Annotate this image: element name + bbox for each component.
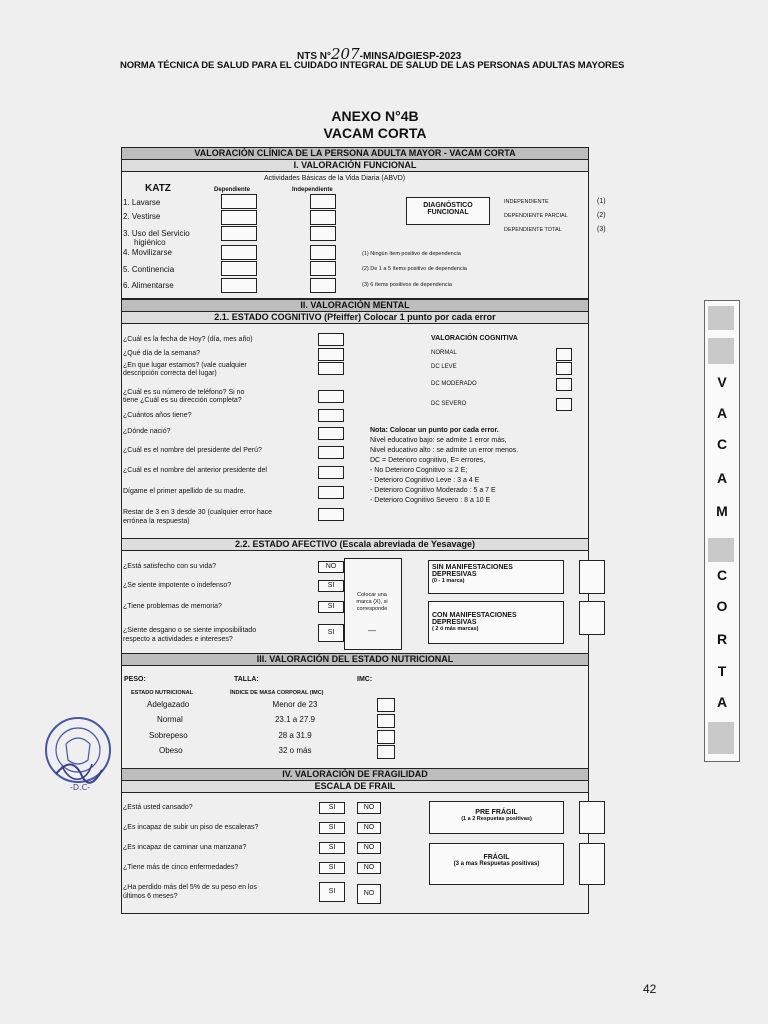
yesavage-a3-option[interactable]: SI	[318, 601, 344, 613]
valoracion-cognitiva-title: VALORACIÓN COGNITIVA	[431, 335, 518, 342]
frail-q1-no-option[interactable]: NO	[357, 802, 381, 814]
sidebar-letter-o: O	[716, 598, 728, 614]
pfeiffer-q3: ¿En que lugar estamos? (vale cualquier	[123, 362, 247, 369]
yesavage-q2: ¿Se siente impotente o indefenso?	[123, 582, 232, 589]
sidebar-letter-r: R	[716, 631, 728, 647]
sidebar-shade-mid	[708, 538, 734, 562]
yesavage-a2-option[interactable]: SI	[318, 580, 344, 592]
nota-line-2: Nivel educativo alto : se admite un error menos.	[370, 447, 519, 454]
band-mental: II. VALORACIÓN MENTAL	[121, 299, 589, 312]
colocar-line-2: marca (X), si	[356, 599, 388, 605]
page-number: 42	[643, 982, 657, 996]
nutri-estado-4: Obeso	[159, 746, 183, 755]
sidebar-letter-a3: A	[716, 694, 728, 710]
pfeiffer-a5-checkbox[interactable]	[318, 409, 344, 422]
talla-label: TALLA:	[234, 676, 259, 683]
fragil-box: FRÁGIL (3 a mas Respuetas positivas)	[429, 843, 564, 885]
leyenda-3: (3) 6 ítems positivos de dependencia	[362, 282, 452, 288]
nutri-estado-1: Adelgazado	[147, 700, 190, 709]
katz-dep-1-checkbox[interactable]	[221, 194, 257, 209]
pfeiffer-q10-2: errónea la respuesta)	[123, 518, 190, 525]
katz-item-servicio-2: higiénico	[134, 238, 166, 247]
yesavage-q4-2: respecto a actividades e intereses?	[123, 636, 233, 643]
nutri-imc-2: 23.1 a 27.9	[274, 715, 316, 724]
frail-q3-no-option[interactable]: NO	[357, 842, 381, 854]
leyenda-1: (1) Ningún ítem positivo de dependencia	[362, 251, 461, 257]
nota-line-3: DC = Deterioro cognitivo, E= errores,	[370, 457, 486, 464]
frail-q5-2: últimos 6 meses?	[123, 893, 178, 900]
katz-dep-5-checkbox[interactable]	[221, 261, 257, 276]
nota-title: Nota: Colocar un punto por cada error.	[370, 427, 499, 434]
pfeiffer-a9-checkbox[interactable]	[318, 486, 344, 499]
nota-line-4: - No Deterioro Cognitivo :≤ 2 E;	[370, 467, 468, 474]
cat-dependiente-total: DEPENDIENTE TOTAL	[504, 227, 562, 233]
katz-ind-5-checkbox[interactable]	[310, 261, 336, 276]
katz-dep-4-checkbox[interactable]	[221, 245, 257, 260]
pfeiffer-q7: ¿Cuál es el nombre del presidente del Perú?	[123, 447, 262, 454]
pfeiffer-a4-checkbox[interactable]	[318, 390, 344, 403]
frail-q4-no-option[interactable]: NO	[357, 862, 381, 874]
yesavage-q3: ¿Tiene problemas de memoria?	[123, 603, 222, 610]
frail-q4: ¿Tiene más de cinco enfermedades?	[123, 864, 239, 871]
band-afectivo: 2.2. ESTADO AFECTIVO (Escala abreviada de Yesavage)	[121, 538, 589, 551]
svg-text:-D.C-: -D.C-	[70, 783, 91, 792]
nutri-1-checkbox[interactable]	[377, 698, 395, 712]
katz-item-servicio: 3. Uso del Servicio	[123, 229, 190, 238]
nts-code: NTS N°207-MINSA/DGIESP-2023	[297, 45, 462, 63]
pfeiffer-a2-checkbox[interactable]	[318, 348, 344, 361]
pfeiffer-a3-checkbox[interactable]	[318, 362, 344, 375]
code-1: (1)	[597, 198, 606, 205]
sidebar-letter-t: T	[717, 663, 727, 679]
abvd-label: Actividades Básicas de la Vida Diaria (ABVD)	[264, 175, 406, 182]
frail-q5: ¿Ha perdido más del 5% de su peso en los	[123, 884, 257, 891]
section-funcional	[121, 171, 589, 299]
sidebar-shade-top-2	[708, 338, 734, 364]
sidebar-letter-a: A	[716, 405, 728, 421]
nutri-estado-2: Normal	[157, 715, 183, 724]
colocar-line-1: Colocar una	[357, 592, 387, 598]
nutri-imc-4: 32 o más	[278, 746, 312, 755]
pfeiffer-a8-checkbox[interactable]	[318, 466, 344, 479]
pfeiffer-q6: ¿Dónde nació?	[123, 428, 171, 435]
section-nutricional	[121, 665, 589, 769]
pfeiffer-q2: ¿Qué día de la semana?	[123, 350, 201, 357]
sidebar-shade-top-1	[708, 306, 734, 330]
katz-ind-4-checkbox[interactable]	[310, 245, 336, 260]
pre-fragil-checkbox[interactable]	[579, 801, 605, 834]
nutri-4-checkbox[interactable]	[377, 745, 395, 759]
frail-q5-si-option[interactable]: SI	[319, 882, 345, 902]
nota-line-7: - Deterioro Cognitivo Severo : 8 a 10 E	[370, 497, 491, 504]
con-manifestaciones-checkbox[interactable]	[579, 601, 605, 635]
estado-nutricional-header: ESTADO NUTRICIONAL	[131, 690, 193, 696]
yesavage-q4: ¿Siente desgano o se siente imposibilitado	[123, 627, 257, 634]
band-nutricional: III. VALORACIÓN DEL ESTADO NUTRICIONAL	[121, 653, 589, 666]
band-main: VALORACIÓN CLÍNICA DE LA PERSONA ADULTA MAYOR - VACAM CORTA	[121, 147, 589, 160]
nivel-normal-checkbox[interactable]	[556, 348, 572, 361]
pfeiffer-q3-2: descripción correcta del lugar)	[123, 370, 217, 377]
code-3: (3)	[597, 226, 606, 233]
nutri-imc-1: Menor de 23	[272, 700, 318, 709]
pfeiffer-a7-checkbox[interactable]	[318, 446, 344, 459]
katz-dep-3-checkbox[interactable]	[221, 226, 257, 241]
pre-fragil-box: PRE FRÁGIL (1 a 2 Respuetas positivas)	[429, 801, 564, 834]
vacam-title: VACAM CORTA	[323, 125, 427, 141]
nota-line-5: - Deterioro Cognitivo Leve : 3 a 4 E	[370, 477, 480, 484]
frail-q3: ¿Es incapaz de caminar una manzana?	[123, 844, 247, 851]
code-2: (2)	[597, 212, 606, 219]
katz-item-continencia: 5. Continencia	[123, 265, 175, 274]
frail-q3-si-option[interactable]: SI	[319, 842, 345, 854]
frail-q1-si-option[interactable]: SI	[319, 802, 345, 814]
colocar-dash: —	[368, 626, 376, 635]
nts-number-handwritten: 207	[331, 45, 360, 63]
nutri-estado-3: Sobrepeso	[149, 731, 188, 740]
ministerio-seal-stamp	[42, 714, 114, 798]
pfeiffer-q8: ¿Cuál es el nombre del anterior presidente del	[123, 467, 267, 474]
yesavage-a4-option[interactable]: SI	[318, 624, 344, 642]
nivel-dc-moderado-checkbox[interactable]	[556, 378, 572, 391]
dependiente-label: Dependiente	[214, 187, 251, 193]
pfeiffer-a6-checkbox[interactable]	[318, 427, 344, 440]
pfeiffer-a10-checkbox[interactable]	[318, 508, 344, 521]
nota-line-6: - Deterioro Cognitivo Moderado : 5 a 7 E	[370, 487, 496, 494]
nivel-dc-severo-checkbox[interactable]	[556, 398, 572, 411]
sidebar-letter-v: V	[717, 374, 727, 390]
pfeiffer-q5: ¿Cuántos años tiene?	[123, 412, 192, 419]
sin-manifestaciones-checkbox[interactable]	[579, 560, 605, 594]
pfeiffer-q10: Restar de 3 en 3 desde 30 (cualquier error hace	[123, 509, 273, 516]
diagnostico-funcional-box: DIAGNÓSTICO FUNCIONAL	[406, 197, 490, 225]
frail-q5-no-option[interactable]: NO	[357, 884, 381, 904]
katz-item-movilizarse: 4. Movilizarse	[123, 248, 172, 257]
leyenda-2: (2) De 1 a 5 ítems positivo de dependencia	[362, 266, 467, 272]
katz-item-vestirse: 2. Vestirse	[123, 212, 161, 221]
katz-ind-1-checkbox[interactable]	[310, 194, 336, 209]
nivel-dc-leve-checkbox[interactable]	[556, 362, 572, 375]
vacam-corta-sidebar	[704, 300, 740, 762]
katz-ind-6-checkbox[interactable]	[310, 278, 336, 293]
frail-q2-no-option[interactable]: NO	[357, 822, 381, 834]
katz-ind-3-checkbox[interactable]	[310, 226, 336, 241]
katz-ind-2-checkbox[interactable]	[310, 210, 336, 225]
band-fragilidad: IV. VALORACIÓN DE FRAGILIDAD	[121, 768, 589, 781]
con-manifestaciones-box: CON MANIFESTACIONES DEPRESIVAS ( 2 ó más marcas)	[428, 601, 564, 644]
nivel-dc-moderado: DC MODERADO	[431, 381, 477, 387]
peso-label: PESO:	[124, 676, 146, 683]
yesavage-q1: ¿Está satisfecho con su vida?	[123, 563, 216, 570]
pfeiffer-q4-2: tiene ¿Cuál es su dirección completa?	[123, 397, 242, 404]
nivel-normal: NORMAL	[431, 350, 457, 356]
frail-q4-si-option[interactable]: SI	[319, 862, 345, 874]
nivel-dc-severo: DC SEVERO	[431, 401, 467, 407]
sidebar-letter-m: M	[716, 503, 728, 519]
imc-label: IMC:	[357, 676, 373, 683]
sidebar-letter-a2: A	[716, 470, 728, 486]
fragil-checkbox[interactable]	[579, 843, 605, 885]
pfeiffer-q9: Dígame el primer apellido de su madre.	[123, 488, 246, 495]
frail-q2-si-option[interactable]: SI	[319, 822, 345, 834]
band-frail: ESCALA DE FRAIL	[121, 780, 589, 793]
imc-header: ÍNDICE DE MASA CORPORAL (IMC)	[230, 690, 324, 696]
katz-dep-2-checkbox[interactable]	[221, 210, 257, 225]
katz-label: KATZ	[145, 183, 171, 194]
sin-manifestaciones-box: SIN MANIFESTACIONES DEPRESIVAS (0 - 1 marca)	[428, 560, 564, 594]
yesavage-a1-option[interactable]: NO	[318, 561, 344, 573]
band-funcional: I. VALORACIÓN FUNCIONAL	[121, 159, 589, 172]
norma-title: NORMA TÉCNICA DE SALUD PARA EL CUIDADO INTEGRAL DE SALUD DE LAS PERSONAS ADULTAS MAYORES	[120, 60, 625, 71]
pfeiffer-q4: ¿Cuál es su número de teléfono? Si no	[123, 389, 245, 396]
colocar-line-3: corresponde	[356, 606, 388, 612]
sidebar-letter-c: C	[716, 436, 728, 452]
sidebar-shade-bottom	[708, 722, 734, 754]
sidebar-letter-c2: C	[716, 567, 728, 583]
katz-dep-6-checkbox[interactable]	[221, 278, 257, 293]
frail-q2: ¿Es incapaz de subir un piso de escaleras?	[123, 824, 259, 831]
independiente-label: Independiente	[292, 187, 333, 193]
anexo-title: ANEXO N°4B	[331, 108, 419, 124]
katz-item-alimentarse: 6. Alimentarse	[123, 281, 174, 290]
nota-line-1: Nivel educativo bajo: se admite 1 error más,	[370, 437, 507, 444]
nutri-3-checkbox[interactable]	[377, 730, 395, 744]
pfeiffer-q1: ¿Cuál es la fecha de Hoy? (día, mes año)	[123, 336, 253, 343]
band-cognitivo: 2.1. ESTADO COGNITIVO (Pfeiffer) Colocar 1 punto por cada error	[121, 311, 589, 324]
cat-dependiente-parcial: DEPENDIENTE PARCIAL	[504, 213, 568, 219]
cat-independiente: INDEPENDIENTE	[504, 199, 549, 205]
nivel-dc-leve: DC LEVE	[431, 364, 457, 370]
frail-q1: ¿Está usted cansado?	[123, 804, 193, 811]
nutri-imc-3: 28 a 31.9	[278, 731, 312, 740]
pfeiffer-a1-checkbox[interactable]	[318, 333, 344, 346]
katz-item-lavarse: 1. Lavarse	[123, 198, 161, 207]
nutri-2-checkbox[interactable]	[377, 714, 395, 728]
